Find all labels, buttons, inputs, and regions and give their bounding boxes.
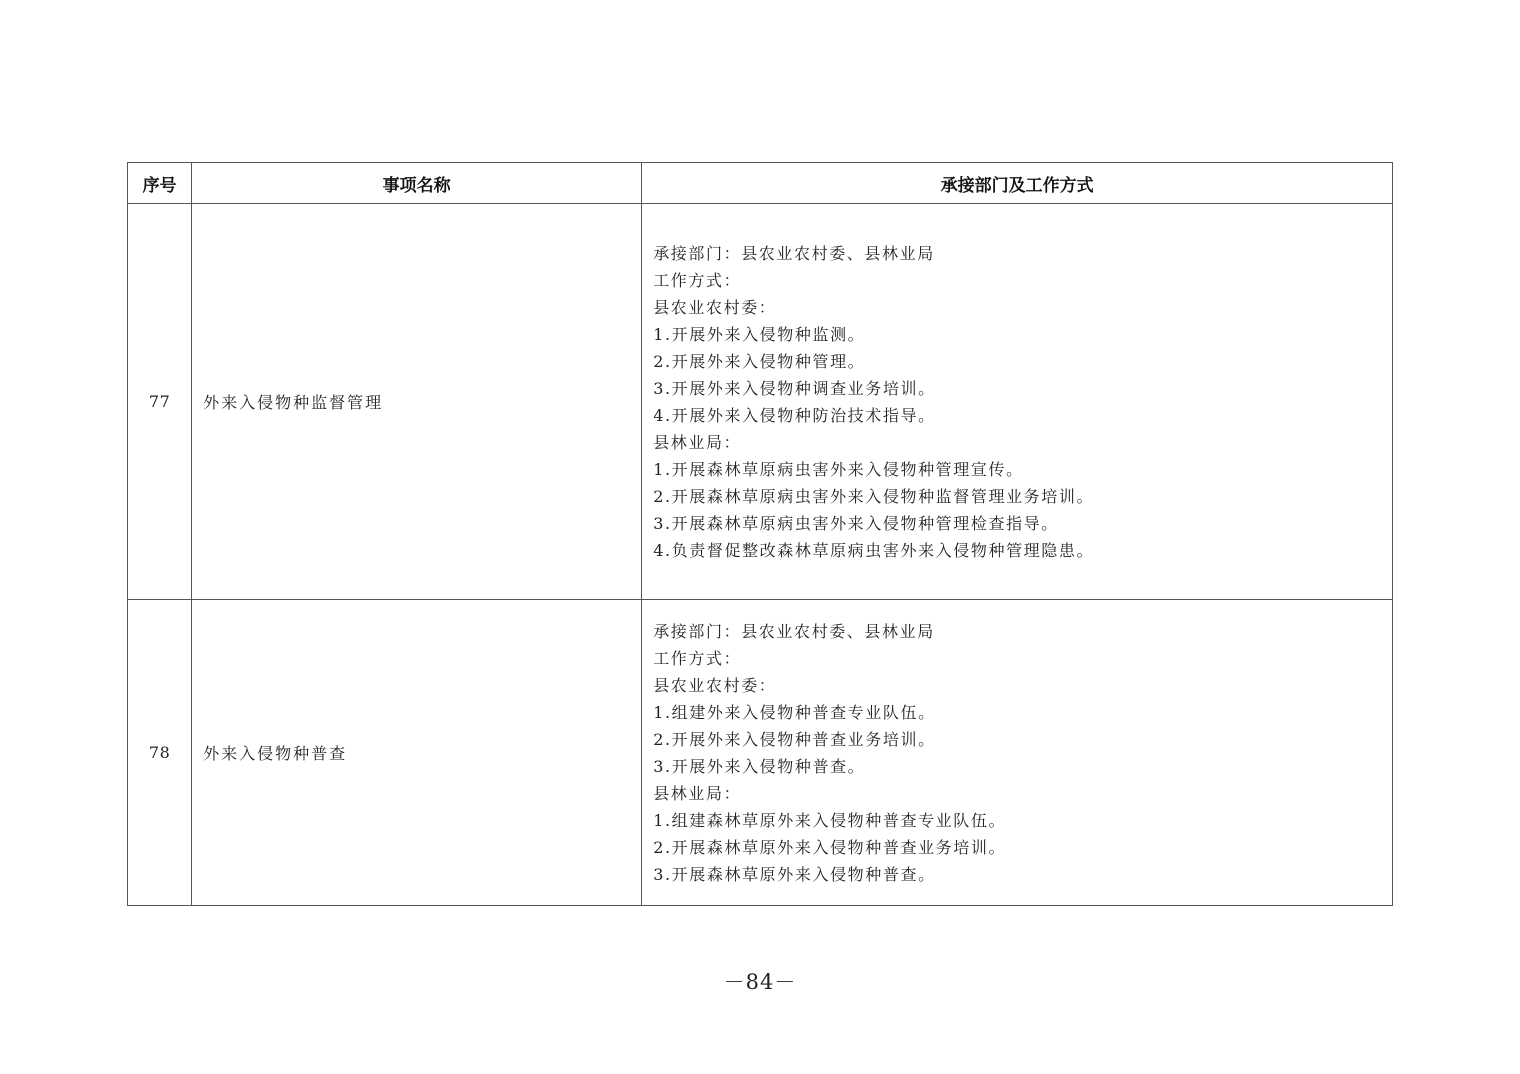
row-number: 78 (128, 600, 192, 906)
agency-heading: 县农业农村委： (653, 675, 777, 695)
task-item: 4.开展外来入侵物种防治技术指导。 (653, 405, 936, 425)
table-row (128, 204, 1393, 600)
task-item: 4.负责督促整改森林草原病虫害外来入侵物种管理隐患。 (653, 540, 1095, 560)
matters-table (127, 162, 1393, 906)
task-item: 1.组建森林草原外来入侵物种普查专业队伍。 (653, 810, 1007, 830)
method-label: 工作方式： (653, 270, 742, 290)
table-header (128, 163, 1393, 204)
task-item: 2.开展外来入侵物种普查业务培训。 (653, 729, 936, 749)
table-body (128, 204, 1393, 906)
method-label: 工作方式： (653, 648, 742, 668)
item-name: 外来入侵物种普查 (192, 600, 642, 906)
agency-heading: 县林业局： (653, 432, 742, 452)
task-item: 2.开展外来入侵物种管理。 (653, 351, 866, 371)
page-number: －84－ (723, 970, 797, 994)
header-department-method: 承接部门及工作方式 (642, 163, 1393, 204)
task-item: 1.开展森林草原病虫害外来入侵物种管理宣传。 (653, 459, 1024, 479)
task-item: 3.开展外来入侵物种普查。 (653, 756, 866, 776)
task-item: 3.开展森林草原外来入侵物种普查。 (653, 864, 936, 884)
table-row (128, 600, 1393, 906)
header-number: 序号 (128, 163, 192, 204)
row-number: 77 (128, 204, 192, 600)
task-item: 1.开展外来入侵物种监测。 (653, 324, 866, 344)
header-item-name: 事项名称 (192, 163, 642, 204)
header-row (128, 163, 1393, 204)
task-item: 3.开展外来入侵物种调查业务培训。 (653, 378, 936, 398)
department-line: 承接部门：县农业农村委、县林业局 (653, 243, 935, 263)
item-name: 外来入侵物种监督管理 (192, 204, 642, 600)
task-item: 2.开展森林草原病虫害外来入侵物种监督管理业务培训。 (653, 486, 1095, 506)
department-line: 承接部门：县农业农村委、县林业局 (653, 621, 935, 641)
department-method-cell (642, 600, 1393, 906)
agency-heading: 县林业局： (653, 783, 742, 803)
task-item: 2.开展森林草原外来入侵物种普查业务培训。 (653, 837, 1007, 857)
department-method-cell (642, 204, 1393, 600)
task-item: 3.开展森林草原病虫害外来入侵物种管理检查指导。 (653, 513, 1059, 533)
agency-heading: 县农业农村委： (653, 297, 777, 317)
task-item: 1.组建外来入侵物种普查专业队伍。 (653, 702, 936, 722)
